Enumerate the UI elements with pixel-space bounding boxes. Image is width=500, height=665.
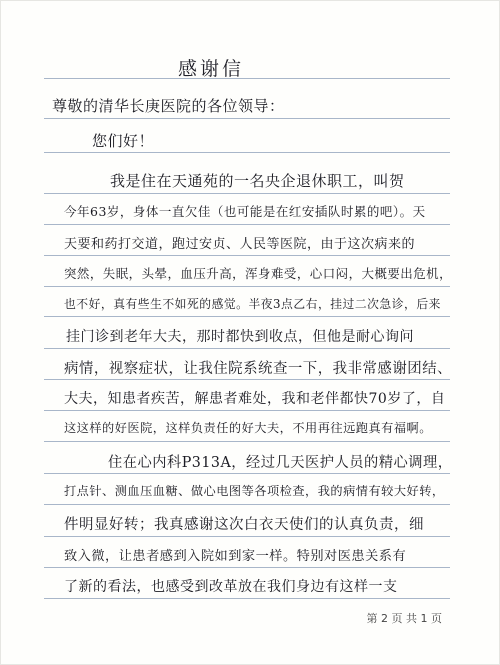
letter-line: 今年63岁，身体一直欠佳（也可能是在红安插队时累的吧）。天 — [64, 204, 426, 219]
letter-line: 天要和药打交道，跑过安贞、人民等医院，由于这次病来的 — [64, 237, 416, 252]
ruled-line — [44, 224, 450, 225]
ruled-line — [44, 118, 450, 119]
ruled-line — [44, 410, 450, 411]
letter-greeting: 您们好！ — [92, 132, 155, 150]
ruled-line — [44, 193, 450, 194]
letter-line: 住在心内科P313A，经过几天医护人员的精心调理， — [108, 455, 453, 471]
ruled-line — [44, 441, 450, 442]
ruled-line — [44, 504, 450, 505]
letter-line: 也不好，真有些生不如死的感觉。半夜3点乙右，挂过二次急诊，后来 — [64, 297, 441, 311]
letter-line: 突然，失眠，头晕，血压升高，浑身难受，心口闷，大概要出危机， — [64, 266, 453, 281]
letter-line: 挂门诊到老年大夫，那时都快到收点，但他是耐心询问 — [66, 329, 414, 345]
ruled-line — [44, 379, 450, 380]
ruled-line — [44, 473, 450, 474]
ruled-line — [44, 567, 450, 568]
letter-line: 了新的看法，也感受到改革放在我们身边有这样一支 — [64, 579, 398, 595]
ruled-line — [44, 598, 450, 599]
letter-line: 病情，视察症状，让我住院系统查一下，我非常感谢团结、 — [64, 361, 453, 377]
ruled-line — [44, 316, 450, 317]
ruled-line — [44, 286, 450, 287]
ruled-line — [44, 152, 450, 153]
letter-line: 打点针、测血压血糖、做心电图等各项检查，我的病情有较大好转， — [64, 484, 445, 498]
letter-line: 致入微，让患者感到入院如到家一样。特别对医患关系有 — [64, 549, 407, 564]
letter-line: 这这样的好医院，这样负责任的好大夫，不用再往远跑真有福啊。 — [64, 421, 432, 435]
ruled-line — [44, 536, 450, 537]
letter-line: 件明显好转；我真感谢这次白衣天使们的认真负责，细 — [64, 517, 424, 533]
page-number: 第 2 页 共 1 页 — [366, 612, 442, 625]
letter-title: 感谢信 — [178, 58, 245, 80]
ruled-line — [44, 78, 450, 79]
letter-salutation: 尊敬的清华长庚医院的各位领导： — [52, 97, 285, 115]
letter-line: 我是住在天通苑的一名央企退休职工，叫贺 — [110, 172, 405, 190]
ruled-line — [44, 255, 450, 256]
ruled-line — [44, 348, 450, 349]
letter-line: 大夫，知患者疾苦，解患者难处，我和老伴都快70岁了，自 — [64, 391, 446, 407]
